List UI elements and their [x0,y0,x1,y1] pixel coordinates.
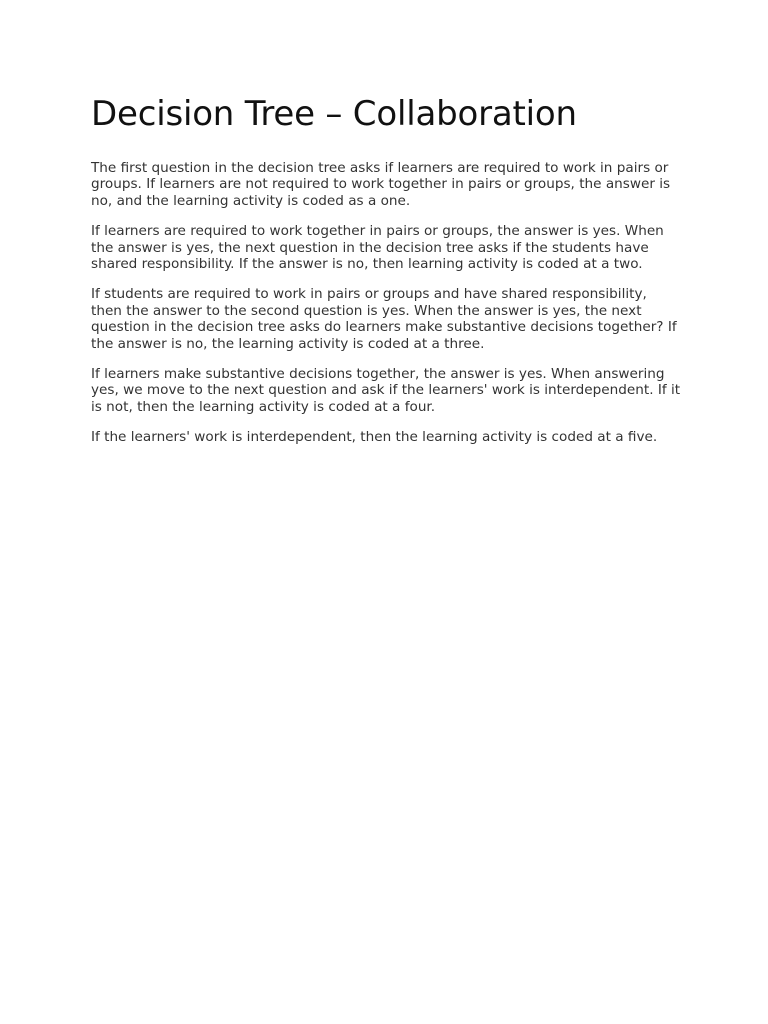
page-title: Decision Tree – Collaboration [91,94,577,134]
document-content [91,92,681,460]
paragraph-4: If learners make substantive decisions together, the answer is yes. When answering yes, we move to the next question and ask if the learners' work is interdependent. If it is not, then the learning activity is coded at a four. [91,366,681,415]
paragraph-1: The first question in the decision tree asks if learners are required to work in pairs or groups. If learners are not required to work together in pairs or groups, the answer is no, and the learning activity is coded as a one. [91,160,671,209]
paragraph-2: If learners are required to work together in pairs or groups, the answer is yes. When the answer is yes, the next question in the decision tree asks if the students have shared responsibility. If the answer is no, then learning activity is coded at a two. [91,223,664,273]
paragraph-5: If the learners' work is interdependent, then the learning activity is coded at a five. [91,429,658,446]
paragraph-3: If students are required to work in pairs or groups and have shared responsibility, then the answer to the second question is yes. When the answer is yes, the next question in the decision tree asks do learners make substantive decisions together? If the answer is no, the learning activity is coded at a three. [91,286,677,352]
